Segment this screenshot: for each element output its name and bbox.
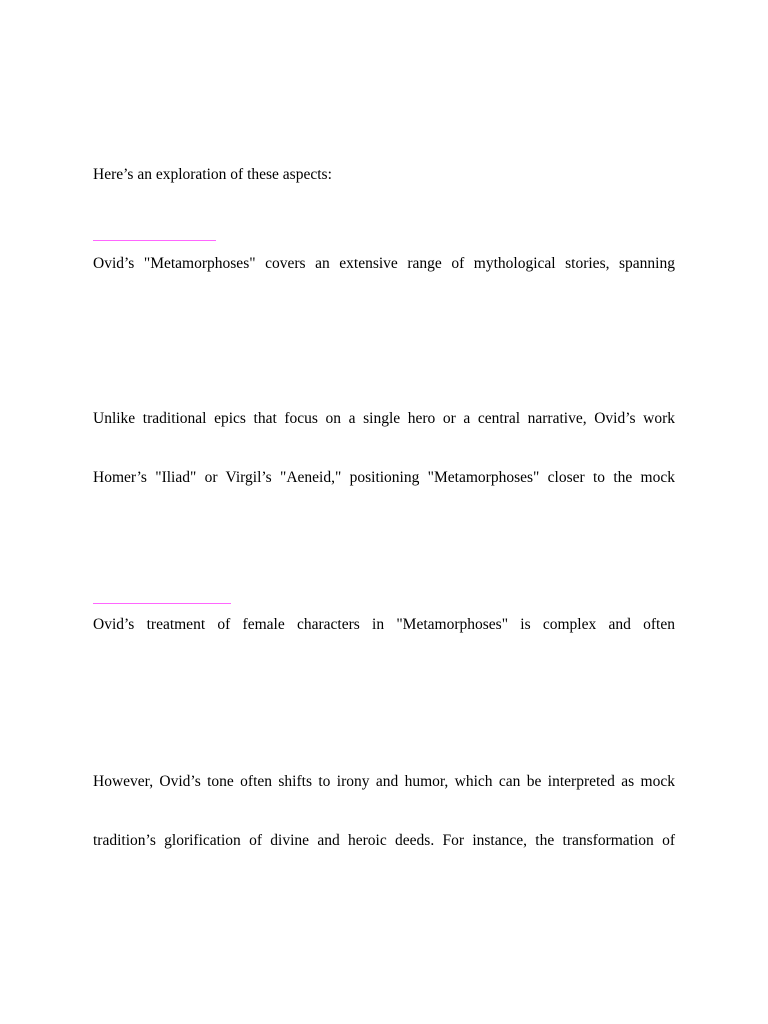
paragraph-line-4: Ovid’s treatment of female characters in "Metamorphoses" is complex and often [93,616,675,633]
paragraph-line-3: Homer’s "Iliad" or Virgil’s "Aeneid," positioning "Metamorphoses" closer to the mock [93,469,675,486]
paragraph-line-2: Unlike traditional epics that focus on a single hero or a central narrative, Ovid’s work [93,410,675,427]
heading-placeholder-rule-2 [93,603,231,604]
paragraph-line-5: However, Ovid’s tone often shifts to irony and humor, which can be interpreted as mock [93,773,675,790]
intro-line: Here’s an exploration of these aspects: [93,166,332,183]
heading-placeholder-rule-1 [93,240,216,241]
paragraph-line-6: tradition’s glorification of divine and heroic deeds. For instance, the transformation of [93,832,675,849]
paragraph-line-1: Ovid’s "Metamorphoses" covers an extensive range of mythological stories, spanning [93,255,675,272]
